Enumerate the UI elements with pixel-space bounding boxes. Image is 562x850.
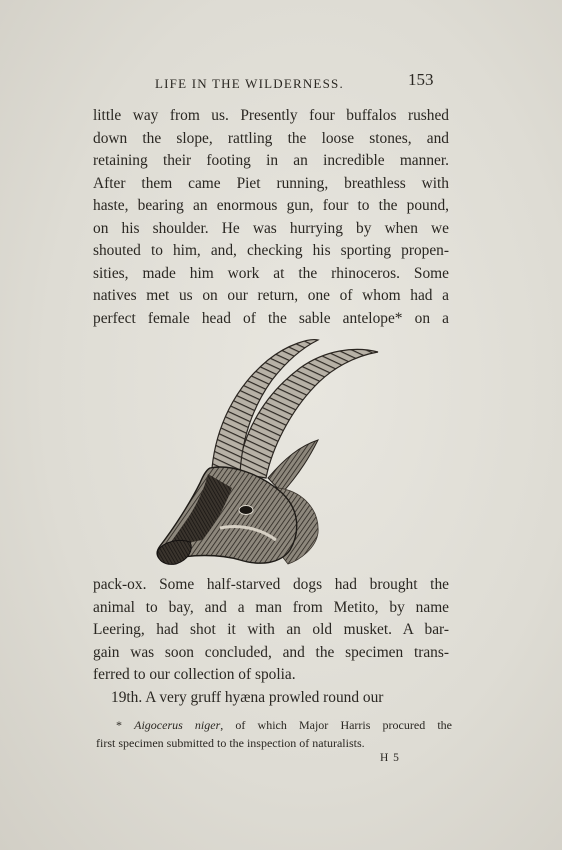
running-title: LIFE IN THE WILDERNESS. [155, 76, 344, 91]
body-text-top [93, 105, 449, 330]
footnote-text: , of which Major Harris procured the [220, 718, 452, 732]
text-line: ferred to our collection of spolia. [93, 666, 296, 683]
text-line: animal to bay, and a man from Metito, by name [93, 598, 449, 616]
running-head [0, 70, 562, 94]
text-line: down the slope, rattling the loose stones, and [93, 129, 449, 147]
text-line: gain was soon concluded, and the specimen trans- [93, 643, 449, 661]
body-text-bottom [93, 574, 449, 709]
text-line: natives met us on our return, one of whom had a [93, 287, 449, 304]
text-line: shouted to him, and, checking his sporting propen- [93, 242, 449, 259]
text-line: After them came Piet running, breathless with [93, 174, 449, 192]
text-line: Leering, had shot it with an old musket. A bar- [93, 621, 449, 638]
text-line: sities, made him work at the rhinoceros. Some [93, 264, 449, 282]
footnote-line [96, 716, 452, 734]
sable-antelope-head-icon [150, 328, 390, 578]
text-line: little way from us. Presently four buffalos rushed [93, 107, 449, 124]
text-line: pack-ox. Some half-starved dogs had brought the [93, 576, 449, 593]
text-line: perfect female head of the sable antelope* on a [93, 309, 449, 327]
footnote-line: first specimen submitted to the inspection of naturalists. [96, 736, 365, 750]
footnote [96, 716, 452, 752]
signature-mark: H 5 [380, 752, 400, 764]
text-line: on his shoulder. He was hurrying by when we [93, 219, 449, 237]
page-number: 153 [408, 70, 434, 89]
text-line: haste, bearing an enormous gun, four to the pound, [93, 197, 449, 214]
text-line: retaining their footing in an incredible manner. [93, 152, 449, 169]
species-name: Aigocerus niger [134, 718, 221, 732]
text-line: 19th. A very gruff hyæna prowled round our [111, 688, 384, 706]
footnote-marker: * [116, 718, 135, 732]
sable-antelope-head-illustration [150, 328, 390, 578]
